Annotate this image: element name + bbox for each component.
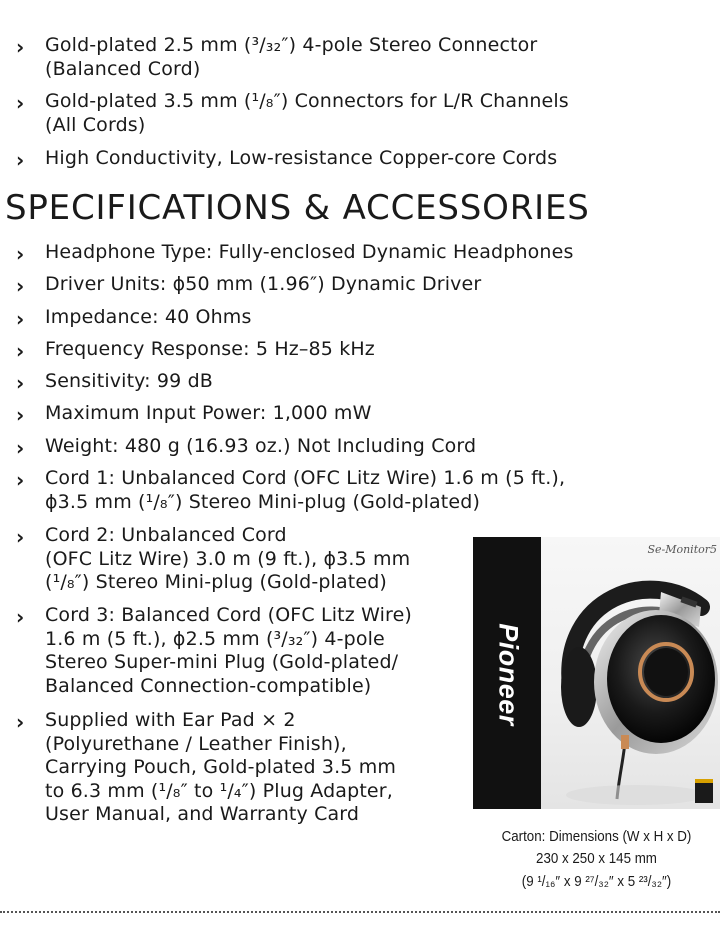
carton-caption-line: Carton: Dimensions (W x H x D)	[501, 829, 692, 845]
list-item-text: Driver Units: ϕ50 mm (1.96″) Dynamic Driver	[45, 273, 482, 295]
carton-caption-line: 230 x 250 x 145 mm	[536, 851, 657, 867]
list-item-text: (¹/₈″) Stereo Mini-plug (Gold-plated)	[45, 571, 387, 593]
chevron-right-icon: ›	[16, 605, 25, 629]
list-item-text: Gold-plated 2.5 mm (³/₃₂″) 4-pole Stereo Connector	[45, 34, 538, 56]
list-item-text: Stereo Super-mini Plug (Gold-plated/	[45, 651, 399, 673]
list-item-text: ϕ3.5 mm (¹/₈″) Stereo Mini-plug (Gold-plated)	[45, 490, 481, 513]
chevron-right-icon: ›	[16, 403, 25, 427]
hi-res-badge-icon	[695, 779, 713, 803]
chevron-right-icon: ›	[16, 436, 25, 460]
list-item-text: to 6.3 mm (¹/₈″ to ¹/₄″) Plug Adapter,	[45, 779, 393, 802]
list-item-text: Cord 3: Balanced Cord (OFC Litz Wire)	[45, 604, 412, 626]
carton-caption-line: (9 ¹/₁₆″ x 9 ²⁷/₃₂″ x 5 ²³/₃₂″)	[521, 874, 672, 890]
chevron-right-icon: ›	[16, 91, 25, 115]
list-item-text: (OFC Litz Wire) 3.0 m (9 ft.), ϕ3.5 mm	[45, 547, 411, 570]
chevron-right-icon: ›	[16, 339, 25, 363]
chevron-right-icon: ›	[16, 35, 25, 59]
chevron-right-icon: ›	[16, 274, 25, 298]
headphones-illustration	[541, 537, 720, 809]
list-item-text: Gold-plated 3.5 mm (¹/₈″) Connectors for L/R Channels	[45, 90, 569, 112]
list-item-text: Sensitivity: 99 dB	[45, 370, 213, 392]
list-item-text: Frequency Response: 5 Hz–85 kHz	[45, 338, 375, 360]
list-item-text: Headphone Type: Fully-enclosed Dynamic Headphones	[45, 241, 574, 263]
list-item-text: (Balanced Cord)	[45, 57, 201, 80]
list-item-text: 1.6 m (5 ft.), ϕ2.5 mm (³/₃₂″) 4-pole	[45, 627, 385, 650]
dotted-divider	[0, 911, 720, 913]
list-item-text: (Polyurethane / Leather Finish),	[45, 732, 347, 755]
chevron-right-icon: ›	[16, 148, 25, 172]
chevron-right-icon: ›	[16, 710, 25, 734]
chevron-right-icon: ›	[16, 525, 25, 549]
list-item-text: Cord 2: Unbalanced Cord	[45, 524, 287, 546]
brand-logo: Pioneer	[493, 623, 524, 726]
chevron-right-icon: ›	[16, 371, 25, 395]
chevron-right-icon: ›	[16, 307, 25, 331]
list-item-text: Balanced Connection-compatible)	[45, 674, 372, 697]
carton-spine	[473, 537, 541, 809]
list-item-text: High Conductivity, Low-resistance Copper-core Cords	[45, 147, 558, 169]
list-item-text: Supplied with Ear Pad × 2	[45, 709, 296, 731]
list-item-text: User Manual, and Warranty Card	[45, 803, 360, 825]
list-item-text: Cord 1: Unbalanced Cord (OFC Litz Wire) 1.6 m (5 ft.),	[45, 467, 566, 489]
chevron-right-icon: ›	[16, 242, 25, 266]
list-item-text: Weight: 480 g (16.93 oz.) Not Including Cord	[45, 435, 477, 457]
list-item-text: Maximum Input Power: 1,000 mW	[45, 402, 372, 424]
product-script-logo: Se-Monitor5	[647, 543, 717, 556]
list-item-text: (All Cords)	[45, 113, 146, 136]
list-item-text: Impedance: 40 Ohms	[45, 306, 252, 328]
list-item-text: Carrying Pouch, Gold-plated 3.5 mm	[45, 756, 397, 778]
chevron-right-icon: ›	[16, 468, 25, 492]
product-carton-image	[473, 537, 720, 809]
section-heading: SPECIFICATIONS & ACCESSORIES	[5, 188, 590, 228]
